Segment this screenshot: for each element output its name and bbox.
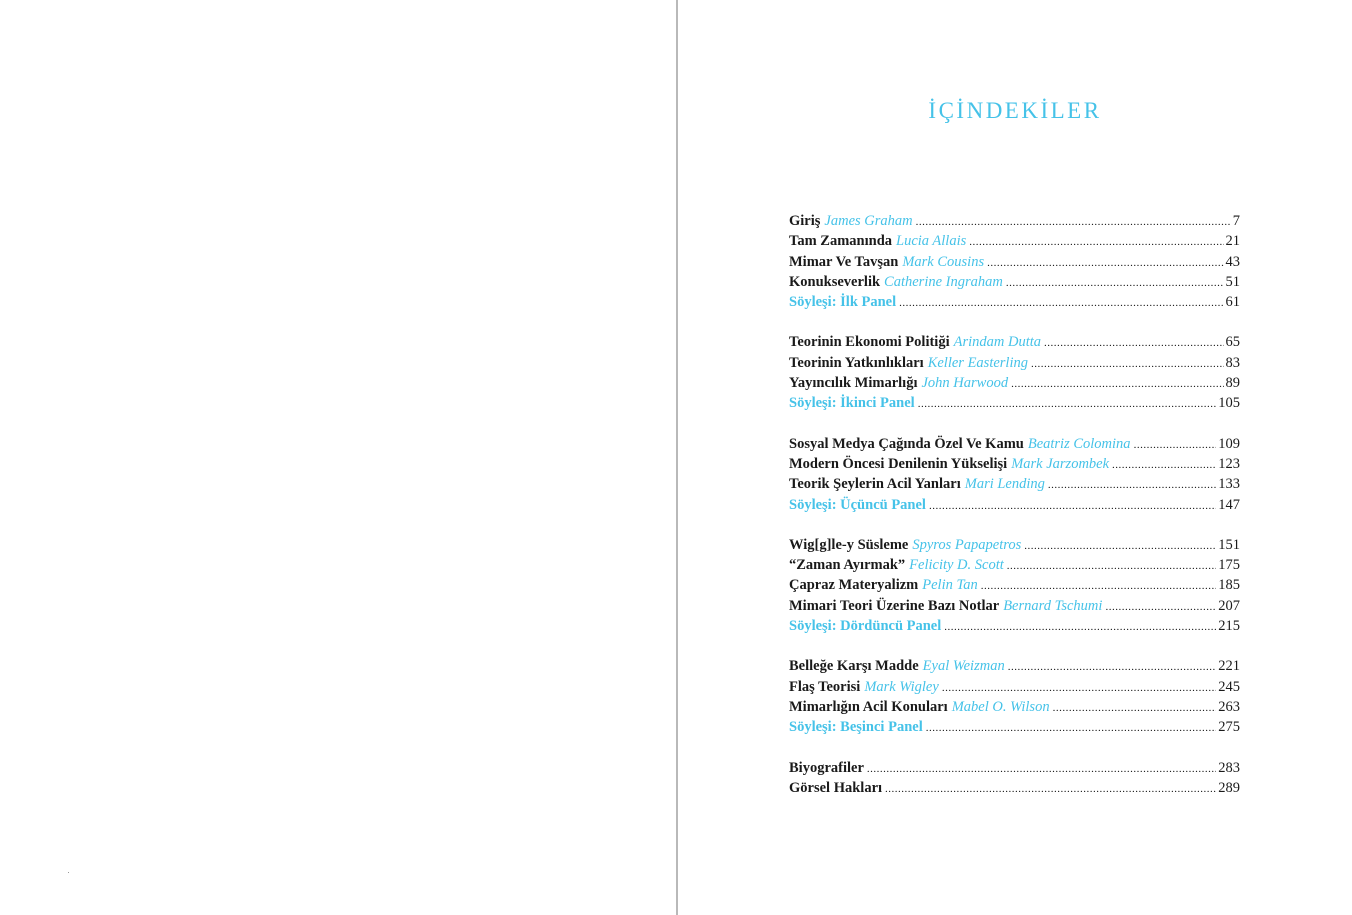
entry-page-number: 283 (1218, 759, 1240, 776)
entry-title: Mimar Ve Tavşan (789, 253, 899, 270)
entry-author: Keller Easterling (927, 354, 1028, 371)
toc-entry[interactable] (789, 758, 1240, 778)
entry-author: James Graham (824, 213, 913, 229)
entry-title: Tam Zamanında (789, 233, 893, 250)
toc-entry[interactable] (789, 332, 1240, 352)
entry-title: Söyleşi: Beşinci Panel (789, 719, 923, 736)
toc-entry[interactable] (789, 656, 1240, 676)
entry-page-number: 151 (1218, 536, 1240, 553)
entry-page-number: 275 (1218, 719, 1240, 736)
dot-leader (1007, 556, 1216, 576)
toc-entry-panel[interactable] (789, 717, 1240, 737)
toc-section (789, 332, 1240, 413)
entry-title: Söyleşi: İlk Panel (789, 294, 897, 311)
entry-author: Eyal Weizman (922, 658, 1005, 675)
toc-entry[interactable] (789, 778, 1240, 798)
toc-title: İÇİNDEKİLER (928, 98, 1102, 123)
table-of-contents (789, 211, 1240, 818)
entry-title: “Zaman Ayırmak” (789, 557, 906, 574)
dot-leader (969, 232, 1223, 252)
entry-page-number: 147 (1218, 496, 1240, 513)
page-speck (68, 872, 69, 873)
entry-title: Çapraz Materyalizm (789, 577, 919, 594)
entry-author: Beatriz Colomina (1027, 435, 1131, 452)
entry-page-number: 109 (1218, 435, 1240, 452)
toc-entry[interactable] (789, 575, 1240, 595)
entry-title: Teorinin Yatkınlıkları (789, 354, 924, 371)
entry-page-number: 245 (1218, 678, 1240, 695)
dot-leader (867, 759, 1216, 779)
dot-leader (1105, 597, 1216, 617)
entry-page-number: 289 (1218, 779, 1240, 796)
toc-section (789, 211, 1240, 312)
dot-leader (987, 253, 1223, 273)
toc-entry[interactable] (789, 252, 1240, 272)
entry-author: Mark Cousins (902, 253, 985, 270)
dot-leader (981, 576, 1217, 596)
entry-page-number: 221 (1218, 658, 1240, 675)
toc-entry[interactable] (789, 596, 1240, 616)
entry-title: Söyleşi: İkinci Panel (789, 395, 915, 412)
entry-author: Mark Wigley (864, 678, 939, 695)
dot-leader (1134, 435, 1217, 455)
dot-leader (1024, 536, 1216, 556)
entry-author: Mari Lending (964, 476, 1045, 493)
entry-page-number: 89 (1225, 375, 1240, 392)
entry-author: Mabel O. Wilson (951, 698, 1050, 715)
dot-leader (899, 293, 1223, 313)
entry-page-number: 123 (1218, 455, 1240, 472)
toc-entry[interactable] (789, 231, 1240, 251)
dot-leader (942, 678, 1216, 698)
entry-author: Felicity D. Scott (909, 557, 1004, 574)
entry-title: Mimarlığın Acil Konuları (789, 698, 948, 715)
entry-title: Teorinin Ekonomi Politiği (789, 334, 950, 351)
entry-title: Flaş Teorisi (789, 678, 861, 695)
entry-title: Söyleşi: Üçüncü Panel (789, 496, 926, 513)
toc-entry-panel[interactable] (789, 393, 1240, 413)
entry-title: Görsel Hakları (789, 779, 883, 796)
entry-author: Arindam Dutta (953, 334, 1042, 351)
toc-entry[interactable] (789, 535, 1240, 555)
entry-title: Biyografiler (789, 759, 864, 776)
dot-leader (1008, 657, 1217, 677)
entry-page-number: 105 (1218, 395, 1240, 412)
dot-leader (929, 496, 1216, 516)
entry-title: Modern Öncesi Denilenin Yükselişi (789, 455, 1008, 472)
toc-entry-panel[interactable] (789, 495, 1240, 515)
entry-page-number: 207 (1218, 597, 1240, 614)
dot-leader (1112, 455, 1216, 475)
toc-entry-panel[interactable] (789, 616, 1240, 636)
dot-leader (1044, 333, 1223, 353)
toc-entry-panel[interactable] (789, 292, 1240, 312)
dot-leader (916, 212, 1231, 232)
dot-leader (1048, 475, 1216, 495)
dot-leader (1006, 273, 1224, 293)
entry-author: Pelin Tan (922, 577, 978, 594)
toc-section (789, 434, 1240, 515)
toc-entry[interactable] (789, 211, 1240, 231)
toc-entry[interactable] (789, 555, 1240, 575)
entry-page-number: 215 (1218, 618, 1240, 635)
toc-entry[interactable] (789, 373, 1240, 393)
entry-author: Catherine Ingraham (884, 273, 1003, 290)
entry-title: Mimari Teori Üzerine Bazı Notlar (789, 597, 1000, 614)
entry-title: Söyleşi: Dördüncü Panel (789, 618, 942, 635)
toc-section (789, 758, 1240, 799)
entry-title: Teorik Şeylerin Acil Yanları (789, 476, 961, 493)
toc-section (789, 535, 1240, 636)
entry-title: Giriş (789, 213, 821, 229)
toc-entry[interactable] (789, 474, 1240, 494)
entry-title: Yayıncılık Mimarlığı (789, 375, 918, 392)
right-page (678, 0, 1352, 915)
entry-title: Konukseverlik (789, 273, 881, 290)
dot-leader (926, 718, 1217, 738)
dot-leader (918, 394, 1217, 414)
toc-section (789, 656, 1240, 737)
toc-entry[interactable] (789, 677, 1240, 697)
entry-page-number: 83 (1225, 354, 1240, 371)
entry-author: John Harwood (921, 375, 1009, 392)
entry-page-number: 7 (1232, 213, 1240, 229)
entry-author: Bernard Tschumi (1003, 597, 1103, 614)
entry-page-number: 175 (1218, 557, 1240, 574)
entry-page-number: 133 (1218, 476, 1240, 493)
entry-title: Sosyal Medya Çağında Özel Ve Kamu (789, 435, 1024, 452)
entry-page-number: 51 (1225, 273, 1240, 290)
entry-page-number: 185 (1218, 577, 1240, 594)
dot-leader (1053, 698, 1217, 718)
entry-page-number: 61 (1225, 294, 1240, 311)
entry-page-number: 21 (1225, 233, 1240, 250)
toc-entry[interactable] (789, 353, 1240, 373)
entry-author: Lucia Allais (896, 233, 967, 250)
toc-entry[interactable] (789, 454, 1240, 474)
entry-title: Wig[g]le-y Süsleme (789, 536, 909, 553)
entry-page-number: 65 (1225, 334, 1240, 351)
toc-entry[interactable] (789, 697, 1240, 717)
entry-author: Mark Jarzombek (1011, 455, 1110, 472)
entry-author: Spyros Papapetros (912, 536, 1022, 553)
toc-entry[interactable] (789, 434, 1240, 454)
dot-leader (885, 779, 1216, 799)
dot-leader (1011, 374, 1223, 394)
entry-title: Belleğe Karşı Madde (789, 658, 919, 675)
entry-page-number: 263 (1218, 698, 1240, 715)
entry-page-number: 43 (1225, 253, 1240, 270)
dot-leader (944, 617, 1216, 637)
dot-leader (1031, 354, 1224, 374)
toc-entry[interactable] (789, 272, 1240, 292)
